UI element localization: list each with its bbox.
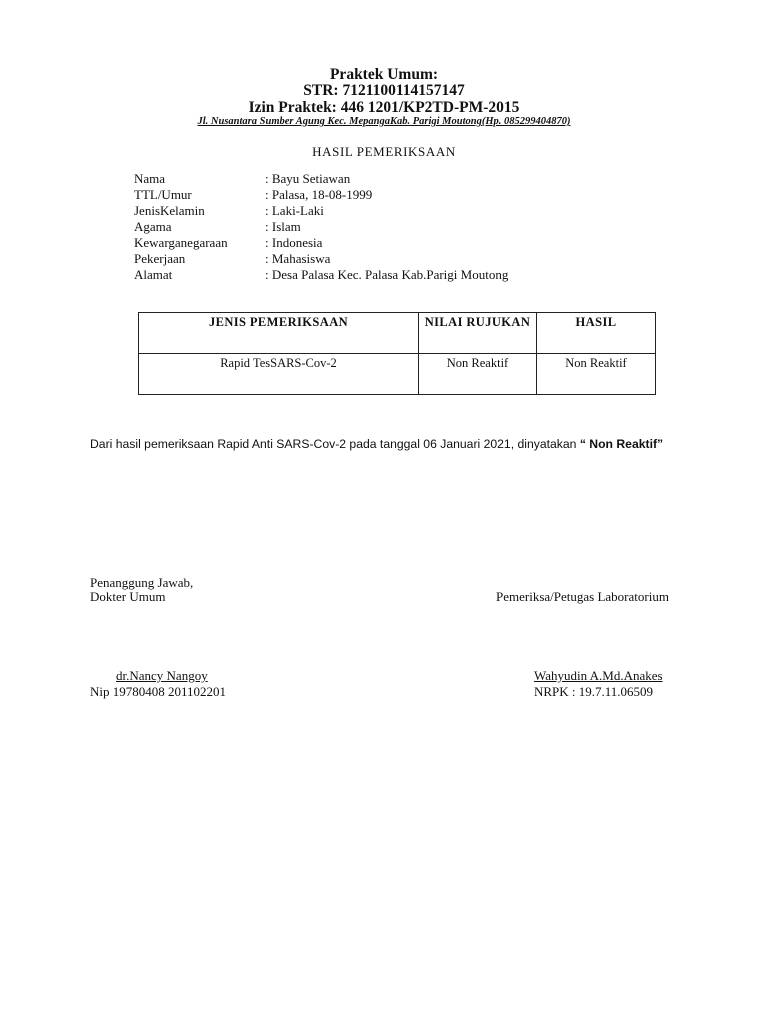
patient-value-religion: : Islam <box>265 219 301 234</box>
signature-left-role-2: Dokter Umum <box>90 589 166 604</box>
patient-value-citizenship: : Indonesia <box>265 235 323 250</box>
header-address: Jl. Nusantara Sumber Agung Kec. MepangaKab. Parigi Moutong(Hp. 085299404870) <box>197 116 571 127</box>
table-header-exam: JENIS PEMERIKSAAN <box>139 313 419 354</box>
result-statement <box>90 437 663 451</box>
patient-value-gender: : Laki-Laki <box>265 203 324 218</box>
table-cell-reference: Non Reaktif <box>419 354 537 395</box>
header-permit: Izin Praktek: 446 1201/KP2TD-PM-2015 <box>248 99 520 116</box>
patient-label-birth: TTL/Umur <box>134 187 192 202</box>
patient-value-birth: : Palasa, 18-08-1999 <box>265 187 373 202</box>
signature-left-name: dr.Nancy Nangoy <box>116 668 208 683</box>
signature-left-role-1: Penanggung Jawab, <box>90 575 194 590</box>
table-header-reference: NILAI RUJUKAN <box>419 313 537 354</box>
signature-right-name: Wahyudin A.Md.Anakes <box>534 668 663 683</box>
patient-value-occupation: : Mahasiswa <box>265 251 331 266</box>
patient-label-gender: JenisKelamin <box>134 203 205 218</box>
document-title: HASIL PEMERIKSAAN <box>312 144 456 159</box>
patient-label-occupation: Pekerjaan <box>134 251 186 266</box>
table-row <box>139 354 656 395</box>
signature-right-id: NRPK : 19.7.11.06509 <box>534 684 654 699</box>
table-header-result: HASIL <box>537 313 656 354</box>
patient-label-religion: Agama <box>134 219 172 234</box>
table-cell-result: Non Reaktif <box>537 354 656 395</box>
header-str: STR: 7121100114157147 <box>303 82 465 99</box>
signature-right-role: Pemeriksa/Petugas Laboratorium <box>496 589 669 604</box>
signature-left-id: Nip 19780408 201102201 <box>90 684 227 699</box>
results-table <box>138 312 656 395</box>
statement-emphasis: “ Non Reaktif” <box>579 437 664 451</box>
statement-text: Dari hasil pemeriksaan Rapid Anti SARS-Cov-2 pada tanggal 06 Januari 2021, dinyatakan <box>90 437 580 451</box>
table-cell-exam: Rapid TesSARS-Cov-2 <box>139 354 419 395</box>
patient-label-name: Nama <box>134 171 166 186</box>
patient-label-citizenship: Kewarganegaraan <box>134 235 228 250</box>
patient-value-name: : Bayu Setiawan <box>265 171 351 186</box>
patient-label-address: Alamat <box>134 267 173 282</box>
header-practice: Praktek Umum: <box>329 66 439 83</box>
table-header-row <box>139 313 656 354</box>
patient-value-address: : Desa Palasa Kec. Palasa Kab.Parigi Moutong <box>265 267 509 282</box>
